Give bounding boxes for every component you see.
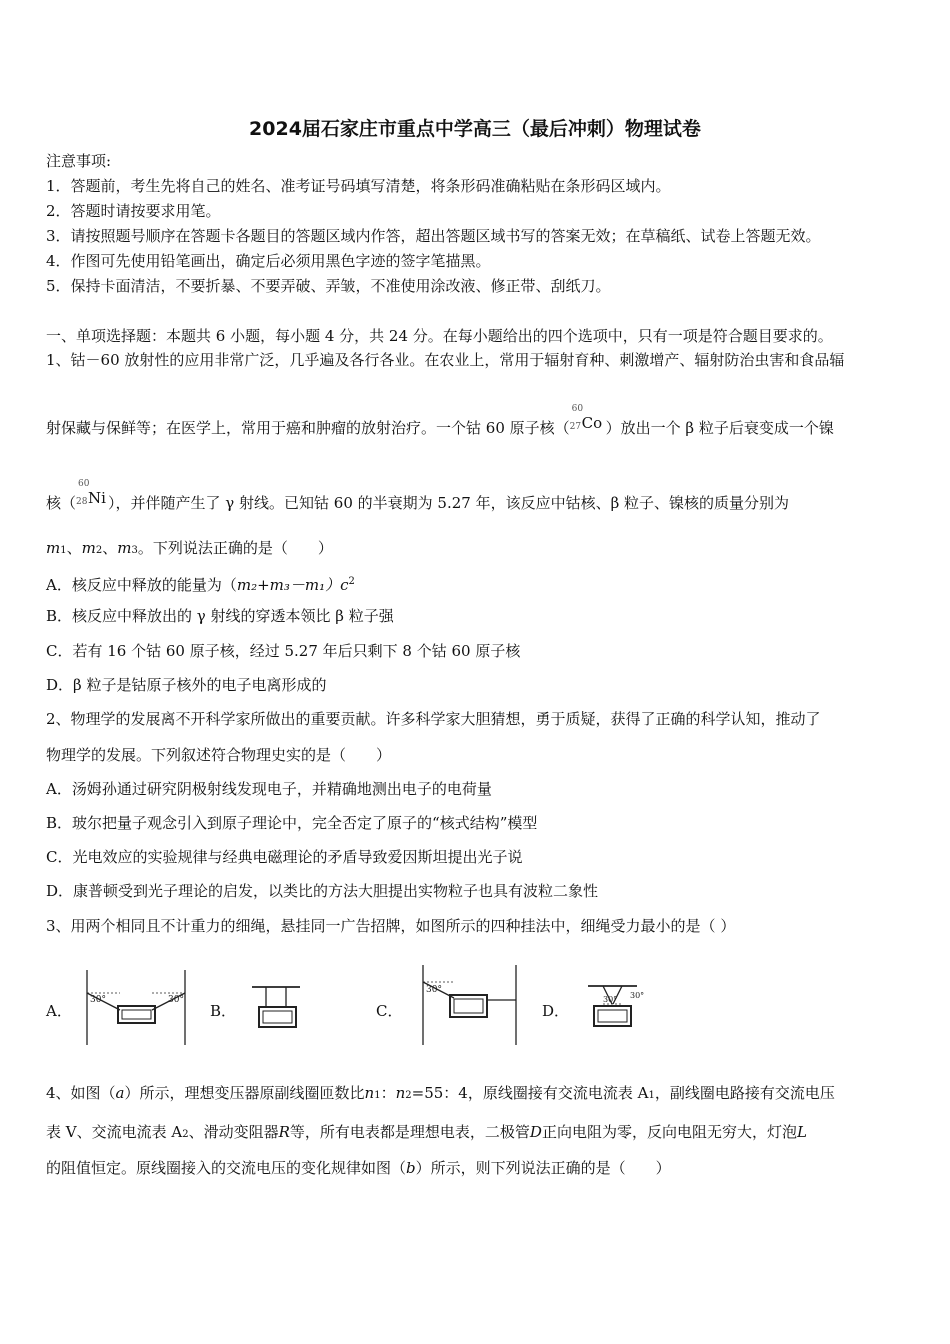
subscript: 2 [182,1129,189,1140]
diagram-a [87,970,185,1045]
diagram-b [252,987,300,1027]
q1-stem-line [46,479,790,513]
q1-text: ），并伴随产生了 γ 射线。已知钴 60 的半衰期为 5.27 年，该反应中钴核、β 粒子、镍核的质量分别为 [108,494,790,512]
separator: ： [380,1084,396,1102]
subscript: 1 [374,1090,381,1101]
q4-stem-line [46,1158,671,1178]
q3-figure [40,960,920,1050]
angle-label: 30° [603,995,618,1004]
q1-stem-line: 1、钴－60 放射性的应用非常广泛，几乎遍及各行各业。在农业上，常用于辐射育种、刺激增产、辐射防治虫害和食品辐 [46,351,845,369]
diagram-c [423,965,516,1045]
notice-item: 2．答题时请按要求用笔。 [46,202,221,220]
cobalt-nuclide [569,404,606,433]
q1-text: 核（ [46,494,77,512]
nickel-symbol: Ni [88,489,106,507]
q1-option-b: B．核反应中释放出的 γ 射线的穿透本领比 β 粒子强 [46,607,394,625]
option-text: ）c [325,576,349,594]
cobalt-symbol: Co [581,414,603,432]
sign-inner [454,999,483,1013]
q4-text: 等，所有电表都是理想电表，二极管 [289,1123,530,1141]
mass-formula: m₂+m₃－m₁ [236,576,326,594]
section-heading: 一、单项选择题：本题共 6 小题，每小题 4 分，共 24 分。在每小题给出的四个选项中，只有一项是符合题目要求的。 [46,327,833,345]
q2-option-a: A．汤姆孙通过研究阴极射线发现电子，并精确地测出电子的电荷量 [46,780,492,798]
q1-text: 射保藏与保鲜等；在医学上，常用于癌和肿瘤的放射治疗。一个钴 60 原子核（ [46,419,570,437]
exam-title: 2024届石家庄市重点中学高三（最后冲刺）物理试卷 [249,118,701,140]
turns-symbol: n [364,1084,375,1102]
figure-label: a [115,1084,125,1102]
q2-stem-line: 物理学的发展。下列叙述符合物理史实的是（ ） [46,746,392,764]
q4-text: ）所示，理想变压器原副线圈匝数比 [124,1084,365,1102]
resistor-symbol: R [278,1123,290,1141]
separator: 、 [66,539,82,557]
angle-label: 30° [168,995,184,1005]
hanging-sign-diagrams [40,960,920,1050]
nickel-atomic-number: 28 [76,497,88,507]
angle-label: 30° [90,995,106,1005]
mass-symbol: m [46,539,61,557]
sign-board [594,1006,631,1026]
q4-text: =55：4，原线圈接有交流电流表 A [411,1084,649,1102]
q1-option-c: C．若有 16 个钴 60 原子核，经过 5.27 年后只剩下 8 个钴 60 原子核 [46,642,521,660]
q1-stem-line [46,538,333,561]
sign-inner [122,1010,151,1019]
cobalt-atomic-number: 27 [569,422,582,432]
notice-item: 4．作图可先使用铅笔画出，确定后必须用黑色字迹的签字笔描黑。 [46,252,491,270]
subscript: 2 [405,1090,412,1101]
nickel-mass-number: 60 [78,479,90,489]
q3-stem-line: 3、用两个相同且不计重力的细绳，悬挂同一广告招牌，如图所示的四种挂法中，细绳受力最小的是（ ） [46,917,736,935]
subscript: 2 [95,545,103,556]
q4-text: 、滑动变阻器 [188,1123,279,1141]
q2-option-c: C．光电效应的实验规律与经典电磁理论的矛盾导致爱因斯坦提出光子说 [46,848,523,866]
notice-item: 1．答题前，考生先将自己的姓名、准考证号码填写清楚，将条形码准确粘贴在条形码区域内。 [46,177,671,195]
mass-symbol: m [117,539,132,557]
sign-inner [598,1010,627,1022]
notice-item: 3．请按照题号顺序在答题卡各题目的答题区域内作答，超出答题区域书写的答案无效；在草稿纸、试卷上答题无效。 [46,227,821,245]
option-label-c: C． [376,1002,403,1020]
notice-heading: 注意事项: [46,152,112,170]
turns-symbol: n [395,1084,406,1102]
option-text: A．核反应中释放的能量为（ [46,576,237,594]
q4-text: ，副线圈电路接有交流电压 [654,1084,835,1102]
superscript: 2 [348,576,355,587]
q4-text: 正向电阻为零，反向电阻无穷大，灯泡 [541,1123,797,1141]
notice-item: 5．保持卡面清洁，不要折暴、不要弄破、弄皱，不准使用涂改液、修正带、刮纸刀。 [46,277,611,295]
q1-text: 。下列说法正确的是（ ） [137,539,333,557]
angle-label: 30° [426,985,442,995]
subscript: 1 [60,545,67,556]
sign-inner [263,1011,292,1023]
q4-text: 4、如图（ [46,1084,116,1102]
nickel-nuclide [76,479,108,508]
subscript: 1 [648,1090,655,1101]
separator: 、 [102,539,118,557]
sign-board [450,995,487,1017]
q1-text: ）放出一个 β 粒子后衰变成一个镍 [605,419,834,437]
diode-symbol: D [529,1123,542,1141]
q2-option-d: D．康普顿受到光子理论的启发，以类比的方法大胆提出实物粒子也具有波粒二象性 [46,882,599,900]
q1-option-a [46,572,355,595]
q1-option-d: D．β 粒子是钴原子核外的电子电离形成的 [46,676,327,694]
q4-text: 的阻值恒定。原线圈接入的交流电压的变化规律如图（ [46,1159,407,1177]
q2-stem-line: 2、物理学的发展离不开科学家所做出的重要贡献。许多科学家大胆猜想，勇于质疑，获得了正确的科学认知，推动了 [46,710,821,728]
option-label-d: D． [542,1002,570,1020]
lamp-symbol: L [796,1123,807,1141]
q4-stem-line [46,1083,835,1106]
cobalt-mass-number: 60 [571,404,584,414]
subscript: 3 [131,545,138,556]
angle-label: 30° [630,991,645,1000]
mass-symbol: m [81,539,96,557]
q4-text: ）所示，则下列说法正确的是（ ） [415,1159,671,1177]
q1-stem-line [46,404,834,438]
q2-option-b: B．玻尔把量子观念引入到原子理论中，完全否定了原子的“核式结构”模型 [46,814,538,832]
sign-board [259,1007,296,1027]
q4-stem-line [46,1122,807,1145]
option-label-b: B． [210,1002,237,1020]
figure-label: b [406,1159,416,1177]
q4-text: 表 V、交流电流表 A [46,1123,183,1141]
sign-board [118,1006,155,1023]
option-label-a: A． [46,1002,72,1020]
